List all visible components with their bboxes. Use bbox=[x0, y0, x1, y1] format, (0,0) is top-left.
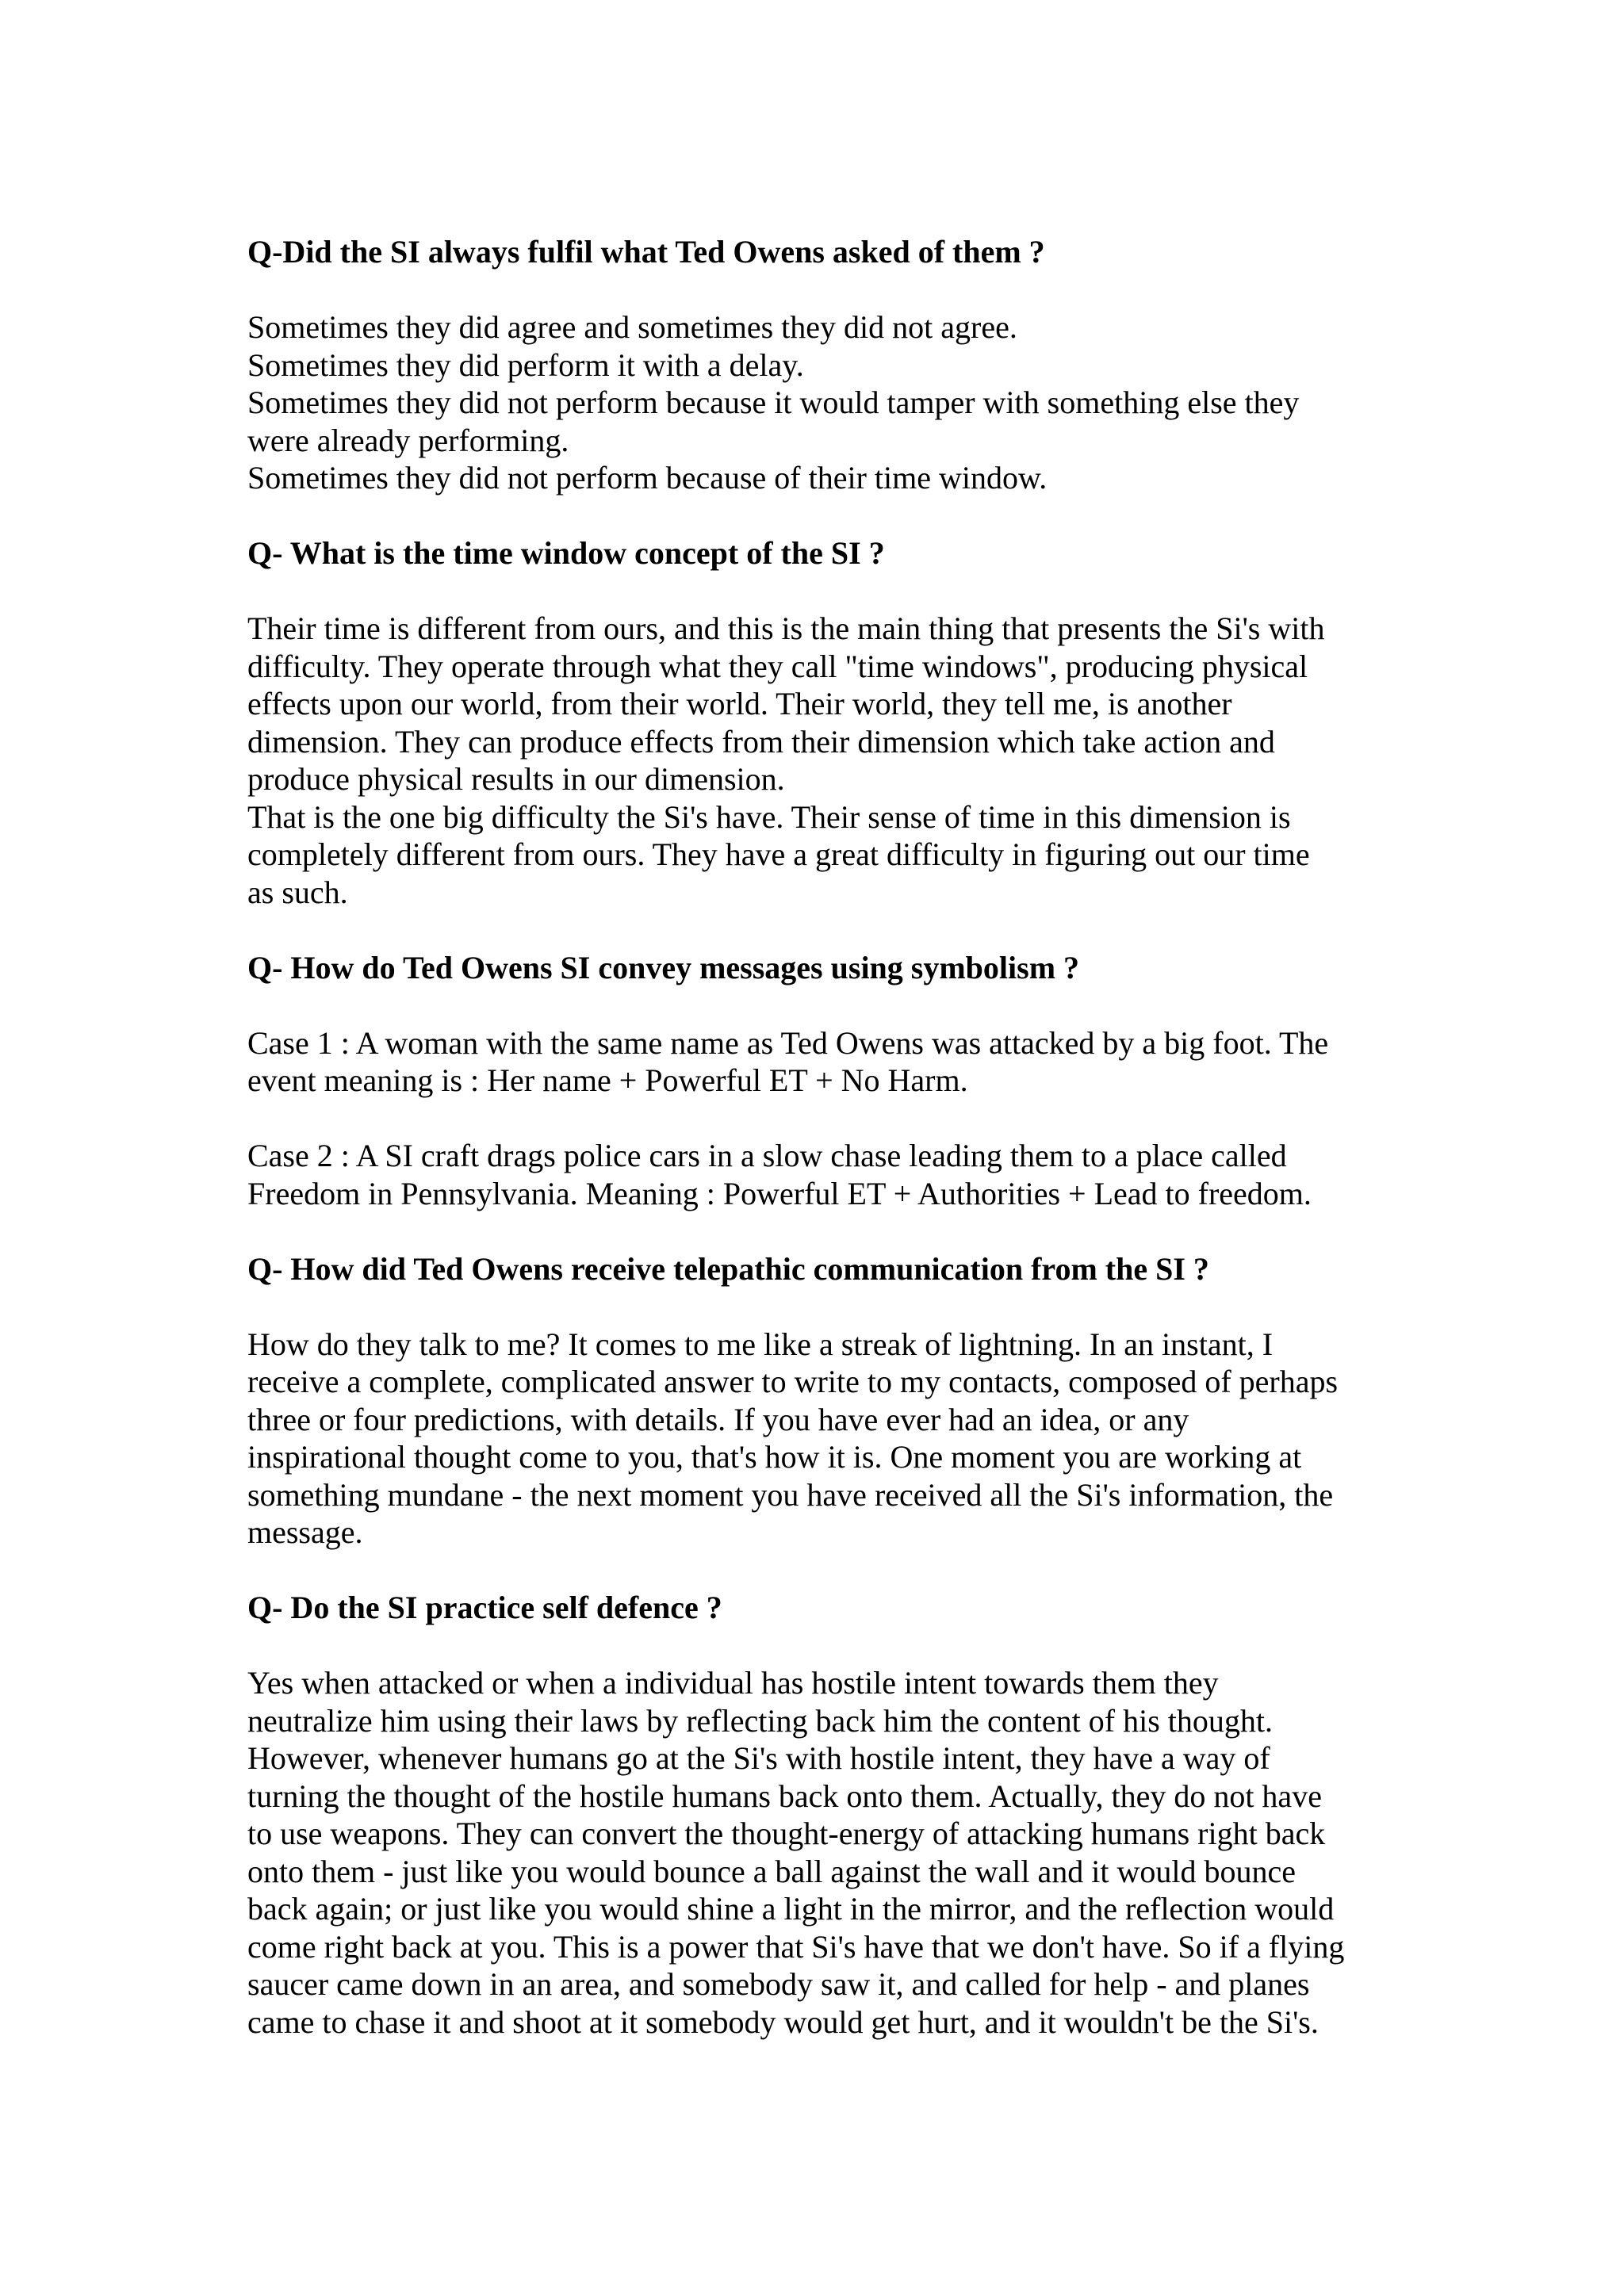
answer-paragraph bbox=[247, 610, 1405, 911]
text-line: completely different from ours. They have a great difficulty in figuring out our time bbox=[247, 836, 1310, 872]
answer-paragraph bbox=[247, 1326, 1405, 1552]
qa-section bbox=[247, 534, 1405, 911]
text-line: Case 2 : A SI craft drags police cars in a slow chase leading them to a place called bbox=[247, 1138, 1287, 1173]
text-line: saucer came down in an area, and somebody saw it, and called for help - and planes bbox=[247, 1966, 1310, 2002]
answer-paragraph bbox=[247, 1664, 1405, 2041]
qa-section bbox=[247, 1250, 1405, 1552]
text-line: dimension. They can produce effects from their dimension which take action and bbox=[247, 723, 1275, 760]
text-line: back again; or just like you would shine a light in the mirror, and the reflection would bbox=[247, 1891, 1335, 1927]
question-heading: Q- What is the time window concept of the SI ? bbox=[247, 535, 885, 571]
qa-section bbox=[247, 949, 1405, 1213]
text-line: message. bbox=[247, 1514, 363, 1550]
text-line: event meaning is : Her name + Powerful ET + No Harm. bbox=[247, 1062, 968, 1098]
text-line: receive a complete, complicated answer to write to my contacts, composed of perhaps bbox=[247, 1364, 1339, 1399]
text-line: Sometimes they did not perform because it would tamper with something else they bbox=[247, 385, 1300, 420]
text-line: Yes when attacked or when a individual has hostile intent towards them they bbox=[247, 1665, 1219, 1701]
text-line: produce physical results in our dimension. bbox=[247, 761, 785, 797]
answer-paragraph bbox=[247, 1137, 1405, 1212]
text-line: That is the one big difficulty the Si's have. Their sense of time in this dimension is bbox=[247, 798, 1291, 835]
text-line: came to chase it and shoot at it somebody would get hurt, and it wouldn't be the Si's. bbox=[247, 2003, 1319, 2040]
text-line: Sometimes they did agree and sometimes they did not agree. bbox=[247, 309, 1017, 345]
text-line: Sometimes they did perform it with a delay. bbox=[247, 346, 804, 383]
text-line: Sometimes they did not perform because of their time window. bbox=[247, 460, 1048, 496]
question-heading: Q- How did Ted Owens receive telepathic communication from the SI ? bbox=[247, 1250, 1209, 1287]
question-heading: Q-Did the SI always fulfil what Ted Owens asked of them ? bbox=[247, 234, 1045, 270]
text-line: were already performing. bbox=[247, 422, 569, 458]
text-line: effects upon our world, from their world. Their world, they tell me, is another bbox=[247, 686, 1232, 721]
document-page bbox=[247, 233, 1405, 2079]
text-line: Their time is different from ours, and this is the main thing that presents the Si's with bbox=[247, 610, 1325, 646]
text-line: something mundane - the next moment you have received all the Si's information, the bbox=[247, 1476, 1334, 1513]
text-line: However, whenever humans go at the Si's with hostile intent, they have a way of bbox=[247, 1740, 1270, 1776]
text-line: three or four predictions, with details. If you have ever had an idea, or any bbox=[247, 1401, 1189, 1437]
text-line: come right back at you. This is a power that Si's have that we don't have. So if a flying bbox=[247, 1928, 1345, 1965]
text-line: Case 1 : A woman with the same name as Ted Owens was attacked by a big foot. The bbox=[247, 1024, 1329, 1061]
text-line: to use weapons. They can convert the thought-energy of attacking humans right back bbox=[247, 1816, 1326, 1851]
qa-section bbox=[247, 233, 1405, 497]
question-heading: Q- Do the SI practice self defence ? bbox=[247, 1590, 722, 1625]
qa-section bbox=[247, 1589, 1405, 2041]
text-line: How do they talk to me? It comes to me like a streak of lightning. In an instant, I bbox=[247, 1326, 1274, 1362]
text-line: Freedom in Pennsylvania. Meaning : Powerful ET + Authorities + Lead to freedom. bbox=[247, 1175, 1312, 1211]
text-line: turning the thought of the hostile humans back onto them. Actually, they do not have bbox=[247, 1777, 1322, 1814]
answer-paragraph bbox=[247, 1024, 1405, 1100]
text-line: neutralize him using their laws by reflecting back him the content of his thought. bbox=[247, 1702, 1274, 1739]
text-line: inspirational thought come to you, that's how it is. One moment you are working at bbox=[247, 1439, 1302, 1475]
text-line: as such. bbox=[247, 874, 348, 910]
text-line: onto them - just like you would bounce a ball against the wall and it would bounce bbox=[247, 1853, 1296, 1889]
answer-paragraph bbox=[247, 308, 1405, 497]
text-line: difficulty. They operate through what they call "time windows", producing physical bbox=[247, 648, 1308, 684]
question-heading: Q- How do Ted Owens SI convey messages using symbolism ? bbox=[247, 949, 1080, 985]
